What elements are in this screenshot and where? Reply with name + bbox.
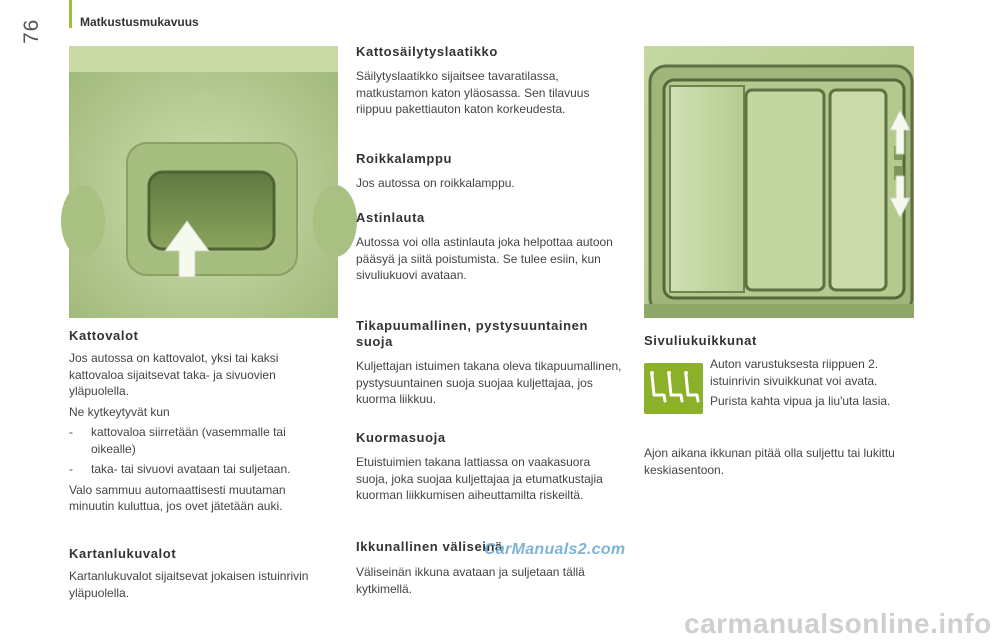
tikapuu-paragraph: Kuljettajan istuimen takana oleva tikapuumallinen, pystysuuntainen suoja suojaa kuljettajaa, jos kuorma liikkuu.: [356, 359, 622, 406]
sivuliukuikkunat-text: [710, 356, 900, 410]
kattosailytyslaatikko-paragraph: Säilytyslaatikko sijaitsee tavaratilassa, matkustamon katon yläosassa. Sen tilavuus riippuu pakettiauton katon korkeudesta.: [356, 69, 590, 116]
kuormasuoja-heading: Kuormasuoja: [356, 430, 446, 445]
sivuliukuikkunat-paragraph: Auton varustuksesta riippuen 2. istuinrivin sivuikkunat voi avata.: [710, 357, 879, 388]
kattovalot-heading: Kattovalot: [69, 328, 139, 343]
sivuliukuikkunat-instruction: Purista kahta vipua ja liu'uta lasia.: [710, 394, 891, 408]
kattovalot-text: [69, 350, 331, 515]
roikkalamppu-heading: Roikkalamppu: [356, 151, 453, 166]
kattosailytyslaatikko-heading: Kattosäilytyslaatikko: [356, 44, 498, 59]
sivuliukuikkunat-note-block: [644, 445, 904, 478]
list-item: [69, 424, 331, 457]
astinlauta-text: [356, 234, 626, 284]
tikapuu-heading: Tikapuumallinen, pystysuuntainen suoja: [356, 318, 589, 349]
sivuliukuikkunat-note: Ajon aikana ikkunan pitää olla suljettu tai lukittu keskiasentoon.: [644, 446, 895, 477]
astinlauta-paragraph: Autossa voi olla astinlauta joka helpottaa autoon pääsyä ja siitä poistumista. Se tulee esiin, kun sivuliukuovi avataan.: [356, 235, 613, 282]
sliding-window-illustration: [644, 46, 914, 318]
seat-row-icon: [644, 363, 703, 414]
roikkalamppu-text: [356, 175, 626, 192]
list-dash: -: [69, 425, 73, 439]
kattovalot-paragraph: Jos autossa on kattovalot, yksi tai kaksi kattovaloa sijaitsevat taka- ja sivuovien yläpuolella.: [69, 351, 279, 398]
ceiling-light-photo: [69, 46, 338, 318]
kartanlukuvalot-text: [69, 568, 309, 601]
kuormasuoja-paragraph: Etuistuimien takana lattiassa on vaakasuora suoja, joka suojaa kuljettajaa ja etumatkustajia kuorman liikkumisen aiheuttamilta riskeiltä.: [356, 455, 603, 502]
list-item-text: taka- tai sivuovi avataan tai suljetaan.: [91, 462, 291, 476]
list-item-text: kattovaloa siirretään (vasemmalle tai oikealle): [91, 425, 286, 456]
astinlauta-heading: Astinlauta: [356, 210, 425, 225]
sivuliukuikkunat-heading: Sivuliukuikkunat: [644, 333, 757, 348]
list-dash: -: [69, 462, 73, 476]
section-title: Matkustusmukavuus: [80, 15, 199, 29]
ikkunallinen-heading: Ikkunallinen väliseinä: [356, 539, 503, 554]
tikapuu-text: [356, 358, 626, 408]
page-number: 76: [20, 18, 43, 44]
ceiling-light-illustration: [69, 46, 338, 318]
kattovalot-intro: Ne kytkeytyvät kun: [69, 404, 170, 419]
kattovalot-note: Valo sammuu automaattisesti muutaman minuutin kuluttua, jos ovet jätetään auki.: [69, 482, 286, 513]
watermark-carmanuals2[interactable]: CarManuals2.com: [484, 541, 626, 558]
ikkunallinen-paragraph: Väliseinän ikkuna avataan ja suljetaan tällä kytkimellä.: [356, 565, 585, 596]
watermark-carmanualsonline[interactable]: carmanualsonline.info: [684, 608, 992, 639]
roikkalamppu-paragraph: Jos autossa on roikkalamppu.: [356, 176, 515, 190]
sliding-window-photo: [644, 46, 914, 318]
rear-seats-icon: [644, 363, 703, 414]
ikkunallinen-text: [356, 564, 626, 597]
header-accent-bar: [69, 0, 72, 28]
kattosailytyslaatikko-text: [356, 68, 626, 118]
kartanlukuvalot-heading: Kartanlukuvalot: [69, 546, 177, 561]
list-item: [69, 461, 331, 478]
kartanlukuvalot-paragraph: Kartanlukuvalot sijaitsevat jokaisen istuinrivin yläpuolella.: [69, 569, 309, 600]
kuormasuoja-text: [356, 454, 621, 504]
